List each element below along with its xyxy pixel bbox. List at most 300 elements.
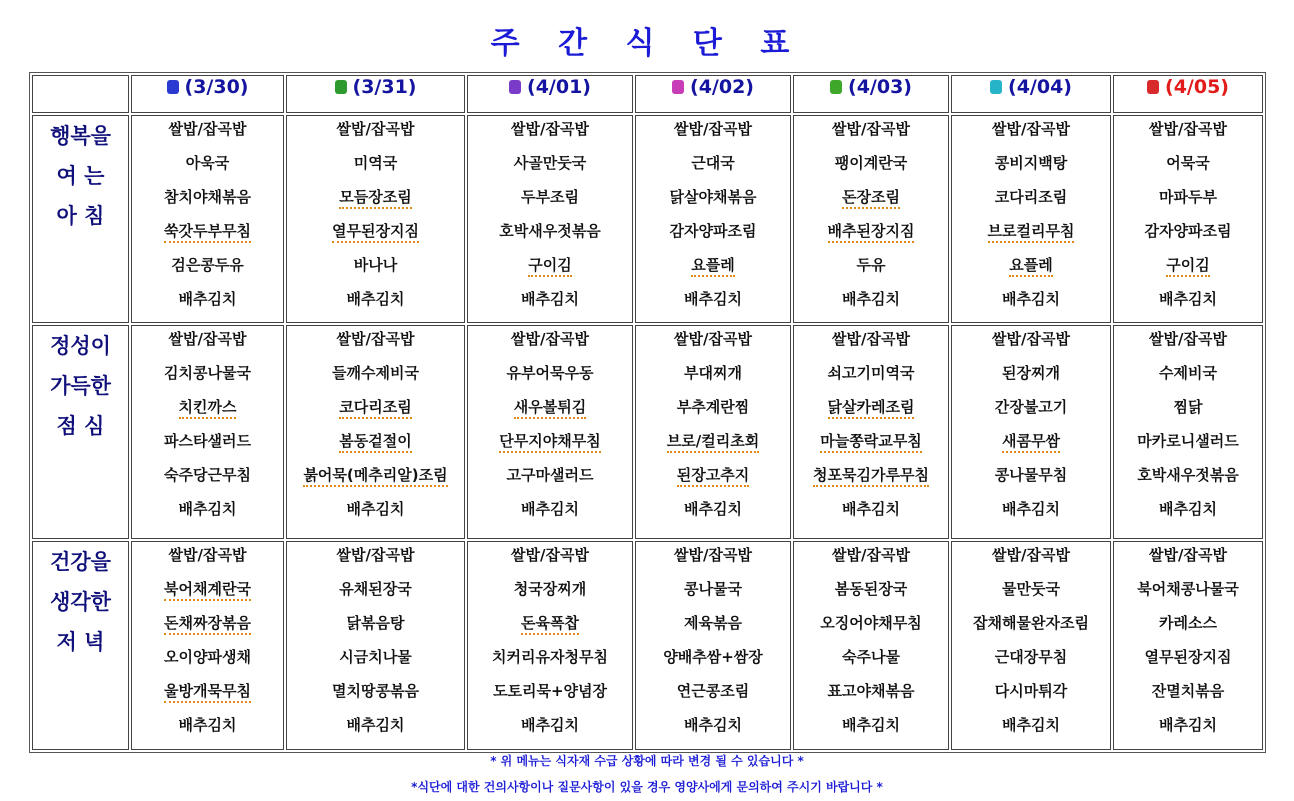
menu-item-text: 붉어묵(메추리알)조림 xyxy=(303,466,447,487)
menu-item-text: 쌀밥/잡곡밥 xyxy=(992,546,1070,564)
menu-item xyxy=(1114,544,1262,578)
menu-item xyxy=(287,288,464,322)
menu-item xyxy=(132,612,283,646)
menu-item xyxy=(952,646,1110,680)
thu-icon xyxy=(672,80,684,94)
menu-item xyxy=(468,680,632,714)
menu-item xyxy=(1114,152,1262,186)
menu-item-text: 요플레 xyxy=(1009,256,1052,277)
menu-item-text: 배추김치 xyxy=(842,716,900,734)
menu-cell xyxy=(951,541,1111,750)
menu-item-text: 잡채해물완자조림 xyxy=(973,614,1089,632)
menu-item xyxy=(794,544,948,578)
menu-item-text: 배추김치 xyxy=(1002,716,1060,734)
menu-item xyxy=(1114,118,1262,152)
menu-item xyxy=(794,288,948,322)
menu-item xyxy=(794,186,948,220)
menu-item-text: 쌀밥/잡곡밥 xyxy=(832,120,910,138)
menu-item-text: 봄동된장국 xyxy=(834,580,908,598)
menu-item xyxy=(794,254,948,288)
day-header-mon xyxy=(131,75,284,113)
menu-item-text: 배추김치 xyxy=(1002,290,1060,308)
menu-item-text: 찜닭 xyxy=(1173,398,1203,416)
menu-item xyxy=(468,578,632,612)
menu-item xyxy=(794,612,948,646)
menu-item-text: 쌀밥/잡곡밥 xyxy=(168,330,247,348)
menu-item-text: 표고야채볶음 xyxy=(827,682,915,700)
menu-item xyxy=(1114,288,1262,322)
menu-item xyxy=(794,464,948,498)
day-date: (4/04) xyxy=(1008,76,1072,98)
menu-item-text: 마카로니샐러드 xyxy=(1137,432,1239,450)
menu-item xyxy=(636,186,790,220)
menu-item-text: 들깨수제비국 xyxy=(332,364,419,382)
menu-item-text: 배추김치 xyxy=(684,290,742,308)
menu-item xyxy=(287,396,464,430)
menu-item-text: 배추김치 xyxy=(842,290,900,308)
meal-label xyxy=(32,541,129,750)
menu-item-text: 팽이계란국 xyxy=(834,154,908,172)
menu-item-text: 어묵국 xyxy=(1166,154,1210,172)
menu-item xyxy=(1114,646,1262,680)
menu-item xyxy=(468,328,632,362)
menu-item-text: 배추김치 xyxy=(842,500,900,518)
menu-item-text: 쌀밥/잡곡밥 xyxy=(336,330,415,348)
menu-item-text: 미역국 xyxy=(353,154,398,172)
menu-item xyxy=(1114,680,1262,714)
menu-item xyxy=(468,152,632,186)
menu-item xyxy=(952,544,1110,578)
menu-item-text: 근대장무침 xyxy=(994,648,1068,666)
menu-item-text: 청국장찌개 xyxy=(513,580,587,598)
menu-item xyxy=(132,396,283,430)
menu-item xyxy=(132,578,283,612)
menu-item xyxy=(794,680,948,714)
menu-item-text: 배추김치 xyxy=(178,500,237,518)
menu-item xyxy=(287,646,464,680)
menu-cell xyxy=(467,115,633,323)
menu-item xyxy=(636,254,790,288)
menu-item-text: 간장불고기 xyxy=(994,398,1068,416)
menu-item xyxy=(636,714,790,748)
menu-item xyxy=(636,430,790,464)
menu-item-text: 콩나물무침 xyxy=(994,466,1068,484)
day-date: (3/30) xyxy=(184,76,249,98)
menu-item xyxy=(952,152,1110,186)
menu-item-text: 배추김치 xyxy=(521,716,579,734)
menu-item xyxy=(1114,464,1262,498)
meal-row xyxy=(32,325,1263,539)
menu-item-text: 양배추쌈+쌈장 xyxy=(663,648,763,666)
menu-item xyxy=(287,328,464,362)
menu-item xyxy=(287,544,464,578)
menu-item-text: 닭살카레조림 xyxy=(828,398,915,419)
menu-item-text: 배추김치 xyxy=(346,500,405,518)
menu-item-text: 쌀밥/잡곡밥 xyxy=(674,120,752,138)
menu-item-text: 사골만둣국 xyxy=(513,154,587,172)
day-date: (3/31) xyxy=(352,76,417,98)
menu-item xyxy=(468,544,632,578)
wed-icon xyxy=(509,80,521,94)
menu-item xyxy=(794,498,948,532)
menu-cell xyxy=(467,325,633,539)
menu-cell xyxy=(635,325,791,539)
menu-item-text: 파스타샐러드 xyxy=(164,432,251,450)
menu-item-text: 코다리조림 xyxy=(339,398,411,419)
menu-item xyxy=(794,430,948,464)
menu-item xyxy=(636,544,790,578)
menu-item-text: 멸치땅콩볶음 xyxy=(332,682,419,700)
menu-item xyxy=(468,714,632,748)
menu-item xyxy=(132,220,283,254)
menu-item xyxy=(468,118,632,152)
menu-item-text: 새콤무쌈 xyxy=(1002,432,1060,453)
menu-item-text: 치킨까스 xyxy=(179,398,237,419)
menu-item xyxy=(468,186,632,220)
menu-item xyxy=(636,680,790,714)
menu-item xyxy=(468,464,632,498)
menu-cell xyxy=(793,115,949,323)
menu-item xyxy=(794,118,948,152)
menu-item-text: 쇠고기미역국 xyxy=(827,364,915,382)
menu-item-text: 배추김치 xyxy=(684,500,742,518)
sat-icon xyxy=(990,80,1002,94)
menu-item-text: 열무된장지짐 xyxy=(1144,648,1232,666)
menu-item-text: 오징어야채무침 xyxy=(820,614,922,632)
menu-item-text: 치커리유자청무침 xyxy=(492,648,608,666)
menu-item xyxy=(794,714,948,748)
menu-item-text: 브로컬리무침 xyxy=(988,222,1075,243)
menu-item xyxy=(287,430,464,464)
menu-item xyxy=(952,220,1110,254)
meal-label-line: 점 심 xyxy=(56,414,105,438)
menu-item xyxy=(952,612,1110,646)
menu-item-text: 두유 xyxy=(856,256,886,274)
menu-item xyxy=(287,220,464,254)
menu-cell xyxy=(286,541,465,750)
menu-item xyxy=(636,464,790,498)
sun-icon xyxy=(1147,80,1159,94)
menu-item-text: 된장고추지 xyxy=(677,466,749,487)
meal-label-line: 여 는 xyxy=(56,164,105,188)
day-header-thu xyxy=(635,75,791,113)
menu-item xyxy=(132,118,283,152)
menu-item xyxy=(1114,396,1262,430)
day-date: (4/01) xyxy=(527,76,591,98)
menu-item-text: 마파두부 xyxy=(1159,188,1217,206)
menu-item-text: 콩비지백탕 xyxy=(994,154,1068,172)
menu-item-text: 울방개묵무침 xyxy=(164,682,251,703)
menu-item xyxy=(952,362,1110,396)
corner-cell xyxy=(32,75,129,113)
menu-item xyxy=(794,220,948,254)
menu-item xyxy=(468,288,632,322)
menu-item-text: 북어채계란국 xyxy=(164,580,251,601)
menu-item-text: 쌀밥/잡곡밥 xyxy=(336,546,415,564)
menu-item xyxy=(287,118,464,152)
menu-item xyxy=(952,714,1110,748)
menu-item-text: 닭볶음탕 xyxy=(346,614,405,632)
menu-item-text: 쌀밥/잡곡밥 xyxy=(1149,120,1227,138)
menu-item-text: 배추김치 xyxy=(1159,290,1217,308)
day-header-wed xyxy=(467,75,633,113)
header-row xyxy=(32,75,1263,113)
menu-item xyxy=(636,328,790,362)
day-header-fri xyxy=(793,75,949,113)
menu-item xyxy=(794,328,948,362)
menu-item-text: 돈채짜장볶음 xyxy=(164,614,251,635)
menu-item-text: 된장찌개 xyxy=(1002,364,1060,382)
menu-item xyxy=(287,680,464,714)
menu-item-text: 유부어묵우동 xyxy=(506,364,594,382)
meal-label xyxy=(32,325,129,539)
menu-item-text: 배추된장지짐 xyxy=(828,222,915,243)
menu-item xyxy=(952,254,1110,288)
menu-item-text: 호박새우젓볶음 xyxy=(499,222,601,240)
menu-item-text: 브로/컬리초회 xyxy=(667,432,759,453)
menu-item xyxy=(1114,254,1262,288)
menu-item xyxy=(287,464,464,498)
fri-icon xyxy=(830,80,842,94)
menu-item xyxy=(794,362,948,396)
menu-item xyxy=(636,612,790,646)
menu-item xyxy=(636,646,790,680)
menu-item-text: 콩나물국 xyxy=(684,580,742,598)
menu-item-text: 구이김 xyxy=(1166,256,1209,277)
menu-item xyxy=(1114,612,1262,646)
menu-cell xyxy=(793,325,949,539)
menu-item-text: 쌀밥/잡곡밥 xyxy=(511,330,589,348)
menu-item xyxy=(468,254,632,288)
menu-item-text: 부추계란찜 xyxy=(676,398,750,416)
menu-item-text: 유채된장국 xyxy=(339,580,412,598)
meal-label-line: 정성이 xyxy=(50,334,111,358)
menu-item xyxy=(132,288,283,322)
menu-cell xyxy=(635,541,791,750)
day-header-tue xyxy=(286,75,465,113)
menu-item xyxy=(636,118,790,152)
menu-item xyxy=(132,544,283,578)
menu-item-text: 배추김치 xyxy=(521,290,579,308)
menu-item xyxy=(468,362,632,396)
menu-item xyxy=(287,362,464,396)
day-date: (4/02) xyxy=(690,76,754,98)
menu-item xyxy=(468,396,632,430)
meal-label-line: 아 침 xyxy=(56,204,105,228)
day-date: (4/03) xyxy=(848,76,912,98)
menu-item-text: 바나나 xyxy=(353,256,398,274)
menu-item xyxy=(468,430,632,464)
menu-item-text: 물만둣국 xyxy=(1002,580,1060,598)
meal-label-line: 저 녁 xyxy=(56,630,105,654)
menu-item xyxy=(287,498,464,532)
menu-item xyxy=(794,646,948,680)
menu-item xyxy=(952,328,1110,362)
menu-item xyxy=(952,430,1110,464)
menu-item xyxy=(468,612,632,646)
menu-item-text: 잔멸치볶음 xyxy=(1151,682,1225,700)
mon-icon xyxy=(167,80,179,94)
menu-item xyxy=(952,288,1110,322)
menu-cell xyxy=(951,115,1111,323)
menu-item-text: 쌀밥/잡곡밥 xyxy=(674,546,752,564)
menu-item-text: 쌀밥/잡곡밥 xyxy=(1149,546,1227,564)
menu-item xyxy=(287,254,464,288)
menu-item xyxy=(1114,498,1262,532)
menu-cell xyxy=(131,325,284,539)
menu-item-text: 배추김치 xyxy=(684,716,742,734)
menu-item-text: 쌀밥/잡곡밥 xyxy=(992,120,1070,138)
menu-item-text: 근대국 xyxy=(691,154,735,172)
menu-item xyxy=(794,396,948,430)
meal-row xyxy=(32,115,1263,323)
menu-item-text: 배추김치 xyxy=(346,290,405,308)
menu-item-text: 감자양파조림 xyxy=(1144,222,1232,240)
menu-item-text: 쌀밥/잡곡밥 xyxy=(674,330,752,348)
menu-item-text: 쌀밥/잡곡밥 xyxy=(832,546,910,564)
menu-item-text: 쑥갓두부무침 xyxy=(164,222,251,243)
menu-item xyxy=(636,152,790,186)
menu-item xyxy=(287,152,464,186)
menu-item xyxy=(468,220,632,254)
menu-item-text: 배추김치 xyxy=(346,716,405,734)
menu-item xyxy=(952,680,1110,714)
menu-item-text: 두부조림 xyxy=(521,188,579,206)
menu-item-text: 돈육폭찹 xyxy=(521,614,579,635)
menu-item-text: 쌀밥/잡곡밥 xyxy=(992,330,1070,348)
menu-item-text: 호박새우젓볶음 xyxy=(1137,466,1239,484)
menu-item-text: 쌀밥/잡곡밥 xyxy=(511,546,589,564)
menu-cell xyxy=(1113,115,1263,323)
menu-item xyxy=(132,714,283,748)
menu-item-text: 배추김치 xyxy=(521,500,579,518)
menu-item xyxy=(287,578,464,612)
menu-item xyxy=(132,152,283,186)
menu-item-text: 다시마튀각 xyxy=(994,682,1068,700)
menu-item xyxy=(1114,714,1262,748)
menu-item-text: 아욱국 xyxy=(185,154,230,172)
menu-item xyxy=(952,118,1110,152)
menu-item xyxy=(132,646,283,680)
menu-item-text: 시금치나물 xyxy=(339,648,412,666)
menu-item xyxy=(1114,362,1262,396)
menu-item-text: 숙주당근무침 xyxy=(164,466,251,484)
menu-cell xyxy=(467,541,633,750)
menu-item xyxy=(1114,328,1262,362)
menu-cell xyxy=(131,115,284,323)
menu-item-text: 돈장조림 xyxy=(842,188,900,209)
menu-item-text: 제육볶음 xyxy=(684,614,742,632)
menu-item xyxy=(636,362,790,396)
menu-item xyxy=(1114,186,1262,220)
menu-item xyxy=(132,362,283,396)
weekly-menu-table xyxy=(29,72,1266,753)
day-header-sat xyxy=(951,75,1111,113)
page-title: 주 간 식 단 표 xyxy=(490,26,804,61)
menu-item-text: 참치야채볶음 xyxy=(164,188,251,206)
day-header-sun xyxy=(1113,75,1263,113)
menu-item-text: 배추김치 xyxy=(178,290,237,308)
menu-cell xyxy=(1113,541,1263,750)
menu-item-text: 쌀밥/잡곡밥 xyxy=(832,330,910,348)
menu-item xyxy=(132,254,283,288)
menu-item xyxy=(636,288,790,322)
menu-item xyxy=(636,498,790,532)
menu-item-text: 쌀밥/잡곡밥 xyxy=(168,120,247,138)
menu-item-text: 열무된장지짐 xyxy=(332,222,419,243)
menu-item xyxy=(468,646,632,680)
menu-item xyxy=(794,152,948,186)
menu-item-text: 부대찌개 xyxy=(684,364,742,382)
menu-item xyxy=(132,186,283,220)
menu-item-text: 오이양파생채 xyxy=(164,648,251,666)
notice-inquiry: *식단에 대한 건의사항이나 질문사항이 있을 경우 영양사에게 문의하여 주시기 바랍니다 * xyxy=(411,780,883,794)
menu-item xyxy=(636,396,790,430)
menu-item xyxy=(952,464,1110,498)
menu-item xyxy=(287,186,464,220)
menu-item-text: 마늘쫑락교무침 xyxy=(820,432,921,453)
menu-item xyxy=(132,430,283,464)
menu-item-text: 쌀밥/잡곡밥 xyxy=(336,120,415,138)
menu-item xyxy=(636,220,790,254)
menu-item-text: 코다리조림 xyxy=(994,188,1068,206)
meal-row xyxy=(32,541,1263,750)
menu-item xyxy=(287,612,464,646)
menu-item-text: 고구마샐러드 xyxy=(506,466,594,484)
menu-item-text: 연근콩조림 xyxy=(676,682,750,700)
menu-item-text: 배추김치 xyxy=(1159,716,1217,734)
menu-item xyxy=(1114,578,1262,612)
menu-item-text: 봄동겉절이 xyxy=(339,432,411,453)
menu-item-text: 김치콩나물국 xyxy=(164,364,251,382)
menu-cell xyxy=(1113,325,1263,539)
menu-item-text: 새우볼튀김 xyxy=(514,398,586,419)
menu-item-text: 구이김 xyxy=(528,256,571,277)
day-date: (4/05) xyxy=(1165,76,1229,98)
menu-item xyxy=(1114,220,1262,254)
menu-item xyxy=(952,578,1110,612)
menu-item xyxy=(132,680,283,714)
menu-item-text: 북어채콩나물국 xyxy=(1137,580,1239,598)
menu-item xyxy=(468,498,632,532)
menu-cell xyxy=(286,115,465,323)
menu-body xyxy=(32,115,1263,750)
menu-item-text: 쌀밥/잡곡밥 xyxy=(168,546,247,564)
menu-cell xyxy=(635,115,791,323)
menu-item xyxy=(636,578,790,612)
notice-change: * 위 메뉴는 식자재 수급 상황에 따라 변경 될 수 있습니다 * xyxy=(490,754,804,768)
menu-item-text: 요플레 xyxy=(691,256,734,277)
menu-item-text: 쌀밥/잡곡밥 xyxy=(1149,330,1227,348)
menu-item-text: 닭살야채볶음 xyxy=(669,188,757,206)
menu-item-text: 도토리묵+양념장 xyxy=(493,682,607,700)
menu-item-text: 쌀밥/잡곡밥 xyxy=(511,120,589,138)
menu-item-text: 검은콩두유 xyxy=(171,256,244,274)
meal-label-line: 가득한 xyxy=(50,374,111,398)
menu-item-text: 모듬장조림 xyxy=(339,188,411,209)
menu-cell xyxy=(951,325,1111,539)
menu-item-text: 배추김치 xyxy=(1159,500,1217,518)
tue-icon xyxy=(335,80,347,94)
menu-item-text: 숙주나물 xyxy=(842,648,900,666)
menu-item xyxy=(1114,430,1262,464)
menu-item-text: 카레소스 xyxy=(1159,614,1217,632)
menu-item-text: 배추김치 xyxy=(178,716,237,734)
meal-label-line: 건강을 xyxy=(50,550,111,574)
menu-item xyxy=(132,498,283,532)
menu-cell xyxy=(793,541,949,750)
menu-cell xyxy=(131,541,284,750)
